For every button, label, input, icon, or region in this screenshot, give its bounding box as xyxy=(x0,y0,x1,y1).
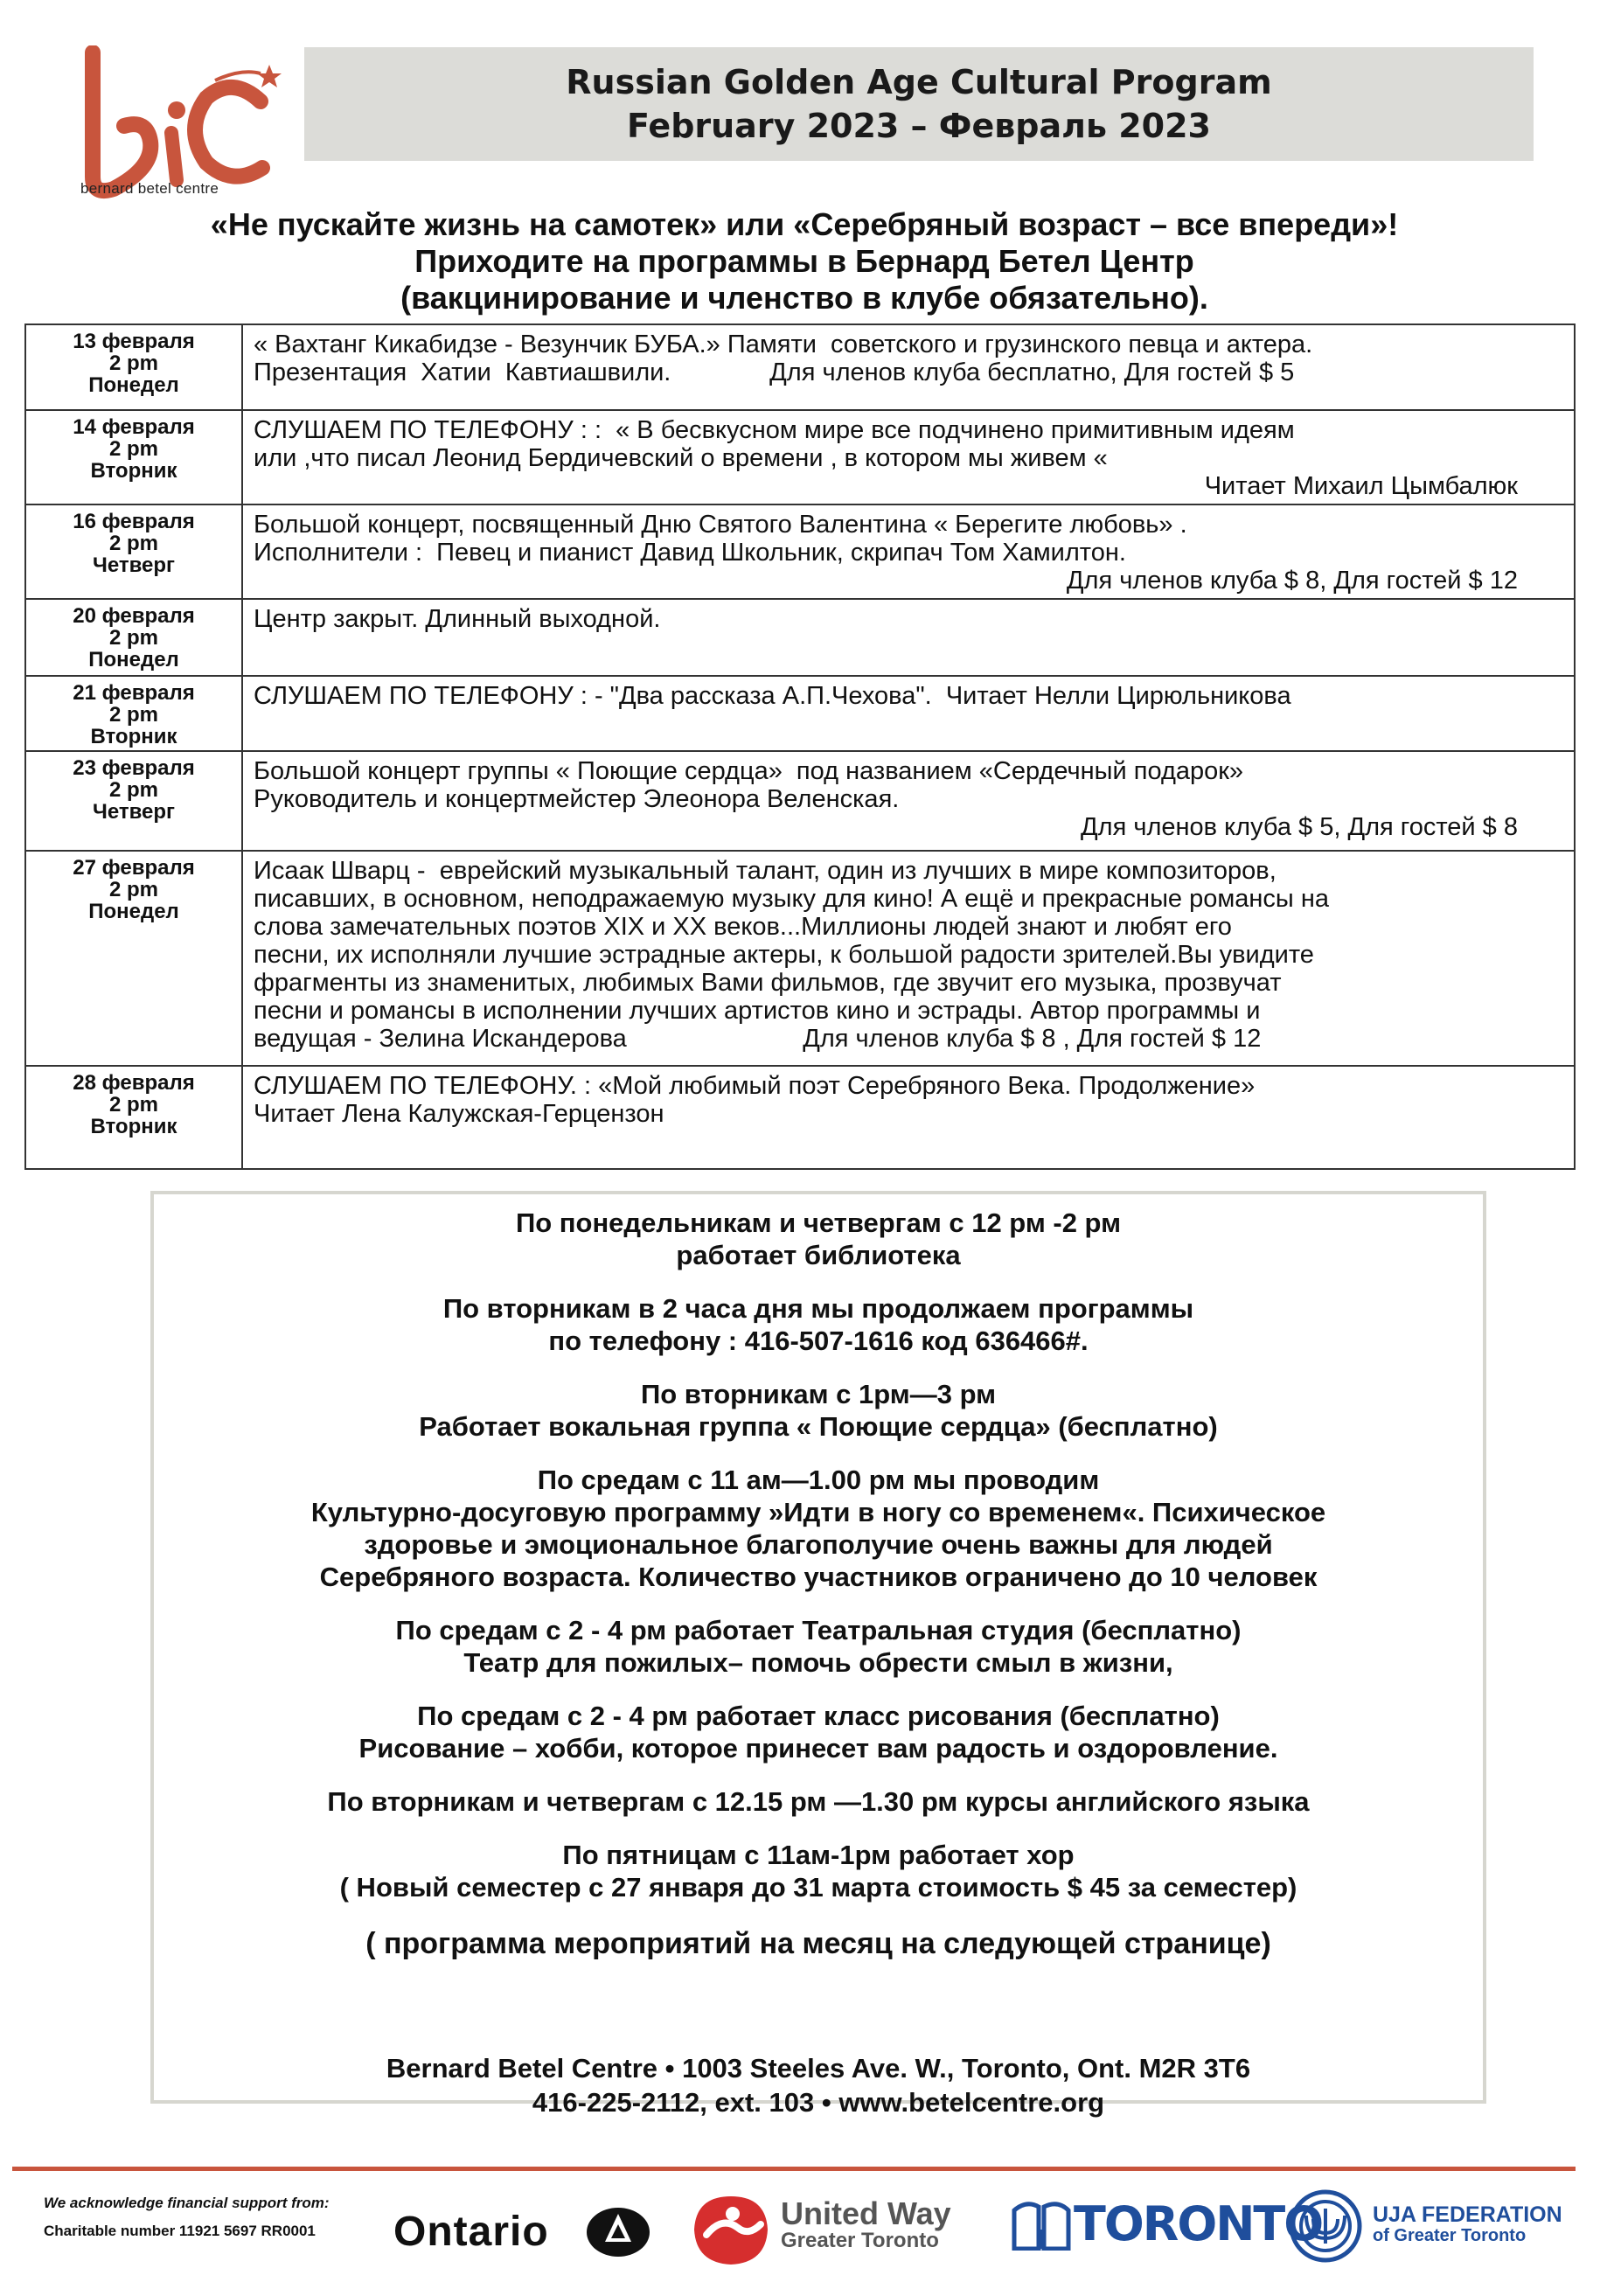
schedule-time: 2 pm xyxy=(108,778,158,802)
info-block xyxy=(154,1785,1483,1818)
info-block xyxy=(154,1700,1483,1764)
schedule-description-line: СЛУШАЕМ ПО ТЕЛЕФОНУ : - "Два рассказа А.П.Чехова". Читает Нелли Цирюльникова xyxy=(254,682,1291,710)
schedule-description-line: Презентация Хатии Кавтиашвили. Для членов клуба бесплатно, Для гостей $ 5 xyxy=(254,358,1295,386)
schedule-description-line: СЛУШАЕМ ПО ТЕЛЕФОНУ : : « В бесвкусном мире все подчинено примитивным идеям xyxy=(254,416,1295,444)
schedule-description-cell xyxy=(242,676,1575,751)
info-block xyxy=(154,1464,1483,1593)
info-block xyxy=(154,1839,1483,1903)
intro-text xyxy=(105,206,1504,317)
centre-address: Bernard Betel Centre • 1003 Steeles Ave. W., Toronto, Ont. M2R 3T6 xyxy=(386,2053,1251,2084)
united-way-name: United Way xyxy=(781,2195,951,2231)
ontario-logo xyxy=(393,2208,549,2256)
bernard-betel-centre-logo xyxy=(75,45,285,203)
info-line: По вторникам и четвергам с 12.15 рм —1.30 рм курсы английского языка xyxy=(327,1786,1310,1817)
next-page-note: ( программа мероприятий на месяц на следующей странице) xyxy=(365,1927,1271,1960)
schedule-date-cell xyxy=(25,324,242,410)
schedule-description-line: песни, их исполняли лучшие эстрадные актеры, к большой радости зрителей.Вы увидите xyxy=(254,941,1314,969)
info-line: По пятницам с 11ам-1рм работает хор xyxy=(562,1840,1075,1870)
info-block xyxy=(154,1292,1483,1357)
info-block xyxy=(154,1614,1483,1679)
schedule-description-line: писавших, в основном, неподражаемую музыку для кино! А ещё и прекрасные романсы на xyxy=(254,885,1329,913)
schedule-price-or-reader: Для членов клуба $ 5, Для гостей $ 8 xyxy=(1081,813,1518,841)
schedule-day: Вторник xyxy=(90,725,177,748)
schedule-description-cell xyxy=(242,324,1575,410)
schedule-description-cell xyxy=(242,851,1575,1066)
header-month: February 2023 – Февраль 2023 xyxy=(627,107,1211,145)
info-line: здоровье и эмоциональное благополучие очень важны для людей xyxy=(364,1529,1273,1560)
info-line: Серебряного возраста. Количество участников ограничено до 10 человек xyxy=(319,1562,1318,1592)
footer-divider xyxy=(12,2167,1576,2171)
schedule-time: 2 pm xyxy=(108,437,158,461)
schedule-date-cell xyxy=(25,676,242,751)
schedule-description-cell xyxy=(242,599,1575,676)
header-title: Russian Golden Age Cultural Program xyxy=(566,63,1272,101)
toronto-city-hall-icon xyxy=(1011,2198,1072,2251)
schedule-description-line: ведущая - Зелина Искандерова Для членов клуба $ 8 , Для гостей $ 12 xyxy=(254,1025,1262,1053)
schedule-time: 2 pm xyxy=(108,703,158,727)
info-line: ( Новый семестер с 27 января до 31 марта стоимость $ 45 за семестер) xyxy=(339,1872,1297,1903)
uja-federation-text xyxy=(1373,2203,1562,2245)
schedule-date-cell xyxy=(25,504,242,599)
logo-caption: bernard betel centre xyxy=(80,180,219,197)
schedule-date: 21 февраля xyxy=(73,681,195,705)
info-block xyxy=(154,1378,1483,1443)
weekly-info-box xyxy=(150,1191,1486,2118)
schedule-time: 2 pm xyxy=(108,626,158,650)
toronto-wordmark: TORONTO xyxy=(1074,2196,1323,2251)
schedule-day: Вторник xyxy=(90,459,177,483)
schedule-date-cell xyxy=(25,851,242,1066)
schedule-description-line: Читает Лена Калужская-Герцензон xyxy=(254,1100,664,1128)
info-line: Рисование – хобби, которое принесет вам радость и оздоровление. xyxy=(358,1733,1278,1764)
united-way-icon xyxy=(687,2189,775,2268)
info-line: По понедельникам и четвергам с 12 рм -2 рм xyxy=(515,1207,1122,1238)
schedule-description-line: слова замечательных поэтов XIX и XX веков...Миллионы людей знают и любят его xyxy=(254,913,1232,941)
schedule-time: 2 pm xyxy=(108,1093,158,1117)
schedule-date-cell xyxy=(25,1066,242,1169)
info-line: По средам с 11 ам—1.00 рм мы проводим xyxy=(537,1465,1100,1495)
schedule-date: 27 февраля xyxy=(73,856,195,880)
centre-address-block xyxy=(154,2051,1483,2119)
uja-region: of Greater Toronto xyxy=(1373,2226,1527,2245)
schedule-description-line: фрагменты из знаменитых, любимых Вами фильмов, где звучит его музыка, прозвучат xyxy=(254,969,1282,997)
info-line: работает библиотека xyxy=(676,1240,961,1270)
schedule-description-line: Руководитель и концертмейстер Элеонора Веленская. xyxy=(254,785,900,813)
info-line: По средам с 2 - 4 рм работает класс рисования (бесплатно) xyxy=(417,1701,1220,1731)
schedule-date: 28 февраля xyxy=(73,1071,195,1095)
intro-line-3: (вакцинирование и членство в клубе обязательно). xyxy=(400,280,1208,316)
info-line: Театр для пожилых– помочь обрести смыл в жизни, xyxy=(463,1647,1173,1678)
united-way-text xyxy=(781,2195,951,2252)
schedule-time: 2 pm xyxy=(108,878,158,901)
schedule-row xyxy=(25,599,1575,676)
schedule-description-line: песни и романсы в исполнении лучших артистов кино и эстрады. Автор программы и xyxy=(254,997,1261,1025)
schedule-row xyxy=(25,1066,1575,1169)
ontario-wordmark: Ontario xyxy=(393,2209,549,2255)
schedule-row xyxy=(25,504,1575,599)
uja-federation-icon xyxy=(1289,2189,1362,2263)
charitable-number: Charitable number 11921 5697 RR0001 xyxy=(44,2223,316,2239)
schedule-row xyxy=(25,410,1575,504)
schedule-description-line: Большой концерт, посвященный Дню Святого Валентина « Берегите любовь» . xyxy=(254,511,1187,539)
centre-contact: 416-225-2112, ext. 103 • www.betelcentre.org xyxy=(532,2087,1105,2118)
info-line: Культурно-досуговую программу »Идти в ногу со временем«. Психическое xyxy=(310,1497,1326,1527)
info-line: Работает вокальная группа « Поющие сердца» (бесплатно) xyxy=(419,1411,1218,1442)
schedule-day: Четверг xyxy=(92,800,176,824)
schedule-date: 20 февраля xyxy=(73,604,195,628)
schedule-description-cell xyxy=(242,1066,1575,1169)
schedule-row xyxy=(25,676,1575,751)
schedule-table xyxy=(24,324,1576,1170)
schedule-date: 23 февраля xyxy=(73,756,195,780)
schedule-day: Понедел xyxy=(88,648,179,671)
schedule-date: 16 февраля xyxy=(73,510,195,533)
info-line: По вторникам в 2 часа дня мы продолжаем программы xyxy=(442,1293,1194,1324)
schedule-date-cell xyxy=(25,410,242,504)
schedule-description-line: Исаак Шварц - еврейский музыкальный талант, один из лучших в мире композиторов, xyxy=(254,857,1277,885)
intro-line-1: «Не пускайте жизнь на самотек» или «Серебряный возраст – все впереди»! xyxy=(210,206,1399,242)
united-way-region: Greater Toronto xyxy=(781,2229,939,2252)
schedule-date-cell xyxy=(25,751,242,851)
info-line: По вторникам с 1рм—3 рм xyxy=(640,1379,997,1409)
schedule-day: Четверг xyxy=(92,553,176,577)
schedule-description-cell xyxy=(242,504,1575,599)
schedule-description-line: « Вахтанг Кикабидзе - Везунчик БУБА.» Памяти советского и грузинского певца и актера. xyxy=(254,330,1313,358)
schedule-row xyxy=(25,324,1575,410)
schedule-time: 2 pm xyxy=(108,351,158,375)
schedule-date: 13 февраля xyxy=(73,330,195,353)
schedule-date-cell xyxy=(25,599,242,676)
ontario-trillium-icon xyxy=(586,2207,650,2258)
schedule-day: Понедел xyxy=(88,900,179,923)
schedule-description-line: или ,что писал Леонид Бердичевский о времени , в котором мы живем « xyxy=(254,444,1108,472)
acknowledgement-text: We acknowledge financial support from: xyxy=(44,2195,330,2211)
schedule-description-line: СЛУШАЕМ ПО ТЕЛЕФОНУ. : «Мой любимый поэт Серебряного Века. Продолжение» xyxy=(254,1072,1256,1100)
schedule-description-line: Большой концерт группы « Поющие сердца» под названием «Сердечный подарок» xyxy=(254,757,1244,785)
schedule-time: 2 pm xyxy=(108,532,158,555)
schedule-day: Понедел xyxy=(88,373,179,397)
schedule-description-cell xyxy=(242,410,1575,504)
schedule-row xyxy=(25,851,1575,1066)
schedule-price-or-reader: Для членов клуба $ 8, Для гостей $ 12 xyxy=(1066,567,1518,595)
info-line: по телефону : 416-507-1616 код 636466#. xyxy=(548,1325,1089,1356)
schedule-date: 14 февраля xyxy=(73,415,195,439)
schedule-description-cell xyxy=(242,751,1575,851)
schedule-price-or-reader: Читает Михаил Цымбалюк xyxy=(1204,472,1518,500)
schedule-row xyxy=(25,751,1575,851)
program-header xyxy=(304,47,1534,161)
intro-line-2: Приходите на программы в Бернард Бетел Центр xyxy=(414,243,1194,279)
schedule-day: Вторник xyxy=(90,1115,177,1138)
info-block xyxy=(154,1207,1483,1271)
uja-name: UJA FEDERATION xyxy=(1373,2202,1562,2227)
schedule-description-line: Центр закрыт. Длинный выходной. xyxy=(254,605,661,633)
info-line: По средам с 2 - 4 рм работает Театральная студия (бесплатно) xyxy=(395,1615,1242,1645)
schedule-description-line: Исполнители : Певец и пианист Давид Школьник, скрипач Том Хамилтон. xyxy=(254,539,1126,567)
